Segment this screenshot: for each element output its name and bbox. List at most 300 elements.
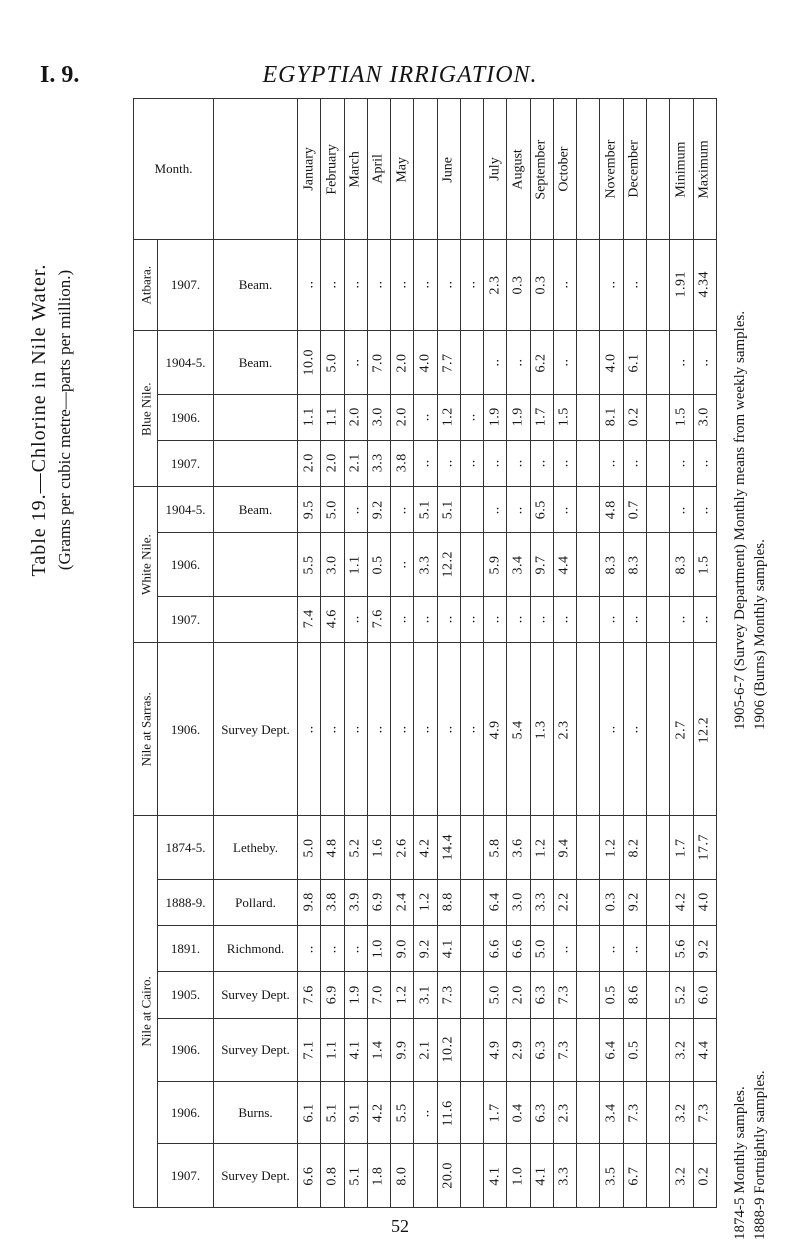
data-column-row — [134, 972, 717, 1018]
value-cell: 0.4 — [507, 1082, 530, 1144]
year-header: 1874-5. — [158, 816, 214, 880]
value-cell: 5.8 — [484, 816, 507, 880]
value-cell: 4.1 — [484, 1144, 507, 1208]
value-cell: 9.4 — [553, 816, 576, 880]
value-cell — [577, 1144, 600, 1208]
value-cell — [414, 1144, 437, 1208]
value-cell: 3.3 — [553, 1144, 576, 1208]
value-cell — [460, 972, 483, 1018]
value-cell — [647, 1018, 670, 1082]
value-cell: 7.7 — [437, 331, 460, 395]
value-cell: 3.3 — [530, 879, 553, 925]
value-cell: 3.0 — [693, 394, 716, 440]
year-header: 1907. — [158, 440, 214, 486]
value-cell: 2.0 — [391, 331, 414, 395]
value-cell: .. — [460, 596, 483, 642]
value-cell: .. — [321, 926, 344, 972]
data-column-row — [134, 1144, 717, 1208]
value-cell: 1.91 — [670, 239, 693, 331]
value-cell: 1.2 — [414, 879, 437, 925]
value-cell: 2.1 — [414, 1018, 437, 1082]
value-cell: .. — [623, 440, 646, 486]
value-cell: 6.9 — [367, 879, 390, 925]
value-cell: 3.5 — [600, 1144, 623, 1208]
running-title: EGYPTIAN IRRIGATION. — [262, 62, 538, 88]
value-cell: .. — [391, 596, 414, 642]
source-header: Beam. — [214, 487, 298, 533]
value-cell: 6.2 — [530, 331, 553, 395]
value-cell: 8.3 — [670, 533, 693, 597]
value-cell — [577, 1018, 600, 1082]
value-cell: 1.9 — [507, 394, 530, 440]
value-cell — [460, 879, 483, 925]
year-header: 1891. — [158, 926, 214, 972]
value-cell: 5.0 — [530, 926, 553, 972]
value-cell: 1.2 — [391, 972, 414, 1018]
table-body — [134, 99, 717, 1208]
value-cell: .. — [437, 440, 460, 486]
value-cell — [647, 643, 670, 816]
value-cell — [460, 926, 483, 972]
value-cell: 12.2 — [693, 643, 716, 816]
footnote-line: 1874-5 Monthly samples. — [732, 1086, 748, 1240]
value-cell: 8.8 — [437, 879, 460, 925]
value-cell: 2.0 — [391, 394, 414, 440]
value-cell: 2.9 — [507, 1018, 530, 1082]
year-header: 1906. — [158, 394, 214, 440]
source-header: Letheby. — [214, 816, 298, 880]
value-cell: 9.7 — [530, 533, 553, 597]
value-cell: 0.3 — [507, 239, 530, 331]
value-cell: 9.2 — [623, 879, 646, 925]
year-header: 1888-9. — [158, 879, 214, 925]
value-cell: 4.0 — [414, 331, 437, 395]
source-header — [214, 440, 298, 486]
value-cell: 0.5 — [367, 533, 390, 597]
value-cell: 8.3 — [623, 533, 646, 597]
value-cell — [577, 879, 600, 925]
value-cell: 0.8 — [321, 1144, 344, 1208]
value-cell: 1.3 — [530, 643, 553, 816]
group-header: Nile at Sarras. — [134, 643, 158, 816]
value-cell: 0.3 — [600, 879, 623, 925]
value-cell: 4.34 — [693, 239, 716, 331]
value-cell: 7.6 — [298, 972, 321, 1018]
value-cell: .. — [507, 440, 530, 486]
value-cell: .. — [623, 643, 646, 816]
value-cell: .. — [553, 239, 576, 331]
value-cell: .. — [693, 487, 716, 533]
data-column-row — [134, 643, 717, 816]
value-cell: 4.1 — [437, 926, 460, 972]
value-cell: 2.4 — [391, 879, 414, 925]
value-cell: 3.0 — [507, 879, 530, 925]
value-cell: 7.0 — [367, 331, 390, 395]
month-cell: Minimum — [670, 99, 693, 240]
value-cell: 3.1 — [414, 972, 437, 1018]
value-cell: .. — [530, 596, 553, 642]
group-header: White Nile. — [134, 487, 158, 643]
value-cell: 2.7 — [670, 643, 693, 816]
value-cell: .. — [507, 596, 530, 642]
value-cell: 6.7 — [623, 1144, 646, 1208]
value-cell — [460, 1144, 483, 1208]
data-column-row — [134, 331, 717, 395]
value-cell: 7.3 — [553, 972, 576, 1018]
chlorine-table — [133, 98, 717, 1208]
value-cell: .. — [693, 596, 716, 642]
value-cell: 3.8 — [391, 440, 414, 486]
month-cell — [577, 99, 600, 240]
value-cell: .. — [553, 596, 576, 642]
value-cell: 6.3 — [530, 1018, 553, 1082]
value-cell: 10.2 — [437, 1018, 460, 1082]
month-cell — [647, 99, 670, 240]
value-cell: 0.5 — [600, 972, 623, 1018]
value-cell: 0.7 — [623, 487, 646, 533]
month-cell: June — [437, 99, 460, 240]
value-cell: 5.5 — [391, 1082, 414, 1144]
value-cell: 3.2 — [670, 1082, 693, 1144]
group-header: Nile at Cairo. — [134, 816, 158, 1208]
value-cell: 4.2 — [367, 1082, 390, 1144]
value-cell: .. — [414, 394, 437, 440]
data-column-row — [134, 926, 717, 972]
value-cell: 0.2 — [623, 394, 646, 440]
value-cell: .. — [484, 331, 507, 395]
value-cell: 6.6 — [507, 926, 530, 972]
value-cell: 1.9 — [344, 972, 367, 1018]
value-cell: 3.0 — [367, 394, 390, 440]
value-cell: 4.8 — [321, 816, 344, 880]
value-cell: 3.8 — [321, 879, 344, 925]
value-cell: .. — [600, 643, 623, 816]
value-cell — [460, 487, 483, 533]
year-header: 1906. — [158, 533, 214, 597]
value-cell: .. — [670, 596, 693, 642]
value-cell: 2.1 — [344, 440, 367, 486]
value-cell: 0.5 — [623, 1018, 646, 1082]
table-container — [133, 98, 717, 1208]
value-cell: 2.6 — [391, 816, 414, 880]
month-cell: October — [553, 99, 576, 240]
value-cell: 17.7 — [693, 816, 716, 880]
source-header: Beam. — [214, 239, 298, 331]
value-cell: 6.1 — [298, 1082, 321, 1144]
value-cell: 6.6 — [484, 926, 507, 972]
source-header: Pollard. — [214, 879, 298, 925]
year-header: 1904-5. — [158, 331, 214, 395]
value-cell — [577, 643, 600, 816]
value-cell: 5.1 — [414, 487, 437, 533]
table-title — [28, 80, 118, 760]
value-cell: 6.3 — [530, 972, 553, 1018]
value-cell: .. — [693, 440, 716, 486]
value-cell: .. — [484, 596, 507, 642]
value-cell: .. — [344, 596, 367, 642]
value-cell: .. — [298, 643, 321, 816]
value-cell: 1.7 — [670, 816, 693, 880]
value-cell: 0.2 — [693, 1144, 716, 1208]
value-cell: 4.6 — [321, 596, 344, 642]
value-cell: .. — [344, 643, 367, 816]
value-cell — [460, 816, 483, 880]
year-header: 1906. — [158, 1018, 214, 1082]
value-cell: .. — [553, 926, 576, 972]
value-cell: .. — [530, 440, 553, 486]
value-cell: 1.0 — [507, 1144, 530, 1208]
data-column-row — [134, 596, 717, 642]
source-header — [214, 394, 298, 440]
year-header: 1906. — [158, 1082, 214, 1144]
value-cell — [577, 239, 600, 331]
value-cell: .. — [437, 596, 460, 642]
value-cell: .. — [600, 440, 623, 486]
value-cell: 7.3 — [693, 1082, 716, 1144]
value-cell: 6.1 — [623, 331, 646, 395]
value-cell: .. — [484, 487, 507, 533]
value-cell: 7.4 — [298, 596, 321, 642]
value-cell: 9.0 — [391, 926, 414, 972]
value-cell: .. — [507, 331, 530, 395]
value-cell: 2.0 — [321, 440, 344, 486]
value-cell: 6.6 — [298, 1144, 321, 1208]
month-cell: January — [298, 99, 321, 240]
value-cell: 8.3 — [600, 533, 623, 597]
value-cell: .. — [460, 643, 483, 816]
value-cell: 3.6 — [507, 816, 530, 880]
month-cell — [460, 99, 483, 240]
value-cell — [577, 331, 600, 395]
value-cell: 4.1 — [530, 1144, 553, 1208]
value-cell: 7.3 — [437, 972, 460, 1018]
value-cell — [577, 1082, 600, 1144]
year-header: 1907. — [158, 1144, 214, 1208]
value-cell: .. — [460, 440, 483, 486]
value-cell: .. — [484, 440, 507, 486]
value-cell: 3.9 — [344, 879, 367, 925]
value-cell: 9.5 — [298, 487, 321, 533]
year-header: 1906. — [158, 643, 214, 816]
value-cell — [460, 331, 483, 395]
value-cell — [647, 394, 670, 440]
value-cell: .. — [693, 331, 716, 395]
value-cell: 4.4 — [693, 1018, 716, 1082]
value-cell: 2.3 — [484, 239, 507, 331]
value-cell: .. — [344, 926, 367, 972]
value-cell: .. — [623, 926, 646, 972]
value-cell — [647, 331, 670, 395]
value-cell: 1.5 — [693, 533, 716, 597]
value-cell: .. — [344, 239, 367, 331]
value-cell: .. — [623, 239, 646, 331]
source-header — [214, 596, 298, 642]
month-cell: March — [344, 99, 367, 240]
value-cell: 5.5 — [298, 533, 321, 597]
month-header-row — [134, 99, 717, 240]
value-cell — [647, 533, 670, 597]
data-column-row — [134, 487, 717, 533]
value-cell: 1.1 — [298, 394, 321, 440]
value-cell: 2.3 — [553, 643, 576, 816]
footnote-line: 1906 (Burns) Monthly samples. — [752, 539, 768, 730]
value-cell — [647, 879, 670, 925]
value-cell: 1.9 — [484, 394, 507, 440]
value-cell: .. — [298, 926, 321, 972]
data-column-row — [134, 1082, 717, 1144]
value-cell: .. — [367, 643, 390, 816]
value-cell: 9.2 — [414, 926, 437, 972]
value-cell: 3.0 — [321, 533, 344, 597]
rotated-table — [133, 98, 717, 1208]
data-column-row — [134, 533, 717, 597]
value-cell: 5.0 — [298, 816, 321, 880]
month-label-header: Month. — [134, 99, 214, 240]
value-cell: 4.4 — [553, 533, 576, 597]
value-cell: .. — [414, 239, 437, 331]
value-cell: .. — [460, 394, 483, 440]
value-cell — [577, 487, 600, 533]
value-cell: .. — [414, 1082, 437, 1144]
year-header: 1907. — [158, 239, 214, 331]
value-cell: 10.0 — [298, 331, 321, 395]
footnote-line: 1905-6-7 (Survey Department) Monthly means from weekly samples. — [732, 310, 748, 730]
source-header — [214, 533, 298, 597]
data-column-row — [134, 394, 717, 440]
value-cell: 5.1 — [437, 487, 460, 533]
value-cell: 3.3 — [414, 533, 437, 597]
value-cell: 5.1 — [344, 1144, 367, 1208]
value-cell: 1.7 — [484, 1082, 507, 1144]
value-cell: 5.0 — [321, 331, 344, 395]
value-cell: 3.2 — [670, 1018, 693, 1082]
footnote-left — [730, 1070, 770, 1240]
value-cell — [577, 816, 600, 880]
value-cell: .. — [344, 331, 367, 395]
value-cell: 5.2 — [344, 816, 367, 880]
value-cell: 0.3 — [530, 239, 553, 331]
value-cell: 1.4 — [367, 1018, 390, 1082]
data-column-row — [134, 1018, 717, 1082]
source-header: Beam. — [214, 331, 298, 395]
value-cell: .. — [670, 331, 693, 395]
value-cell — [647, 239, 670, 331]
value-cell: 5.0 — [484, 972, 507, 1018]
value-cell: 5.9 — [484, 533, 507, 597]
month-cell: May — [391, 99, 414, 240]
value-cell: 3.4 — [507, 533, 530, 597]
value-cell: 1.6 — [367, 816, 390, 880]
value-cell: .. — [553, 440, 576, 486]
value-cell: .. — [367, 239, 390, 331]
value-cell: 8.0 — [391, 1144, 414, 1208]
value-cell — [647, 972, 670, 1018]
value-cell: 3.2 — [670, 1144, 693, 1208]
value-cell: .. — [391, 239, 414, 331]
value-cell: 6.5 — [530, 487, 553, 533]
value-cell — [577, 394, 600, 440]
value-cell — [647, 816, 670, 880]
value-cell: 3.4 — [600, 1082, 623, 1144]
value-cell: .. — [600, 596, 623, 642]
value-cell: 6.0 — [693, 972, 716, 1018]
source-header: Richmond. — [214, 926, 298, 972]
value-cell: 9.8 — [298, 879, 321, 925]
data-column-row — [134, 879, 717, 925]
value-cell — [647, 487, 670, 533]
value-cell: 2.2 — [553, 879, 576, 925]
month-cell: August — [507, 99, 530, 240]
value-cell: 1.2 — [437, 394, 460, 440]
data-column-row — [134, 816, 717, 880]
value-cell: .. — [298, 239, 321, 331]
value-cell — [460, 533, 483, 597]
value-cell: 6.3 — [530, 1082, 553, 1144]
value-cell — [647, 440, 670, 486]
value-cell — [647, 1144, 670, 1208]
value-cell: 5.0 — [321, 487, 344, 533]
table-title-line2: (Grams per cubic metre—parts per million.) — [55, 269, 74, 571]
value-cell: 4.9 — [484, 1018, 507, 1082]
value-cell: .. — [321, 239, 344, 331]
value-cell: 5.1 — [321, 1082, 344, 1144]
page-number: 52 — [391, 1216, 409, 1236]
value-cell: .. — [344, 487, 367, 533]
value-cell: .. — [553, 331, 576, 395]
month-cell: December — [623, 99, 646, 240]
table-title-line1: Table 19.—Chlorine in Nile Water. — [28, 263, 50, 577]
month-cell: July — [484, 99, 507, 240]
source-header: Survey Dept. — [214, 1018, 298, 1082]
value-cell: .. — [321, 643, 344, 816]
value-cell: 5.6 — [670, 926, 693, 972]
blank-header — [214, 99, 298, 240]
value-cell: 4.1 — [344, 1018, 367, 1082]
value-cell: 8.1 — [600, 394, 623, 440]
value-cell: .. — [414, 596, 437, 642]
value-cell: 2.3 — [553, 1082, 576, 1144]
value-cell: 2.0 — [507, 972, 530, 1018]
value-cell: .. — [414, 643, 437, 816]
value-cell: .. — [507, 487, 530, 533]
value-cell — [647, 596, 670, 642]
value-cell: 6.9 — [321, 972, 344, 1018]
value-cell: 7.6 — [367, 596, 390, 642]
value-cell: .. — [623, 596, 646, 642]
value-cell — [577, 533, 600, 597]
value-cell: 7.0 — [367, 972, 390, 1018]
value-cell: .. — [391, 533, 414, 597]
value-cell: 9.2 — [693, 926, 716, 972]
value-cell: 1.2 — [600, 816, 623, 880]
value-cell: 6.4 — [484, 879, 507, 925]
value-cell: .. — [437, 239, 460, 331]
value-cell: .. — [670, 440, 693, 486]
year-header: 1904-5. — [158, 487, 214, 533]
value-cell: 7.1 — [298, 1018, 321, 1082]
value-cell: 5.4 — [507, 643, 530, 816]
data-column-row — [134, 440, 717, 486]
value-cell: 9.9 — [391, 1018, 414, 1082]
value-cell: 8.2 — [623, 816, 646, 880]
value-cell: .. — [437, 643, 460, 816]
value-cell: 1.0 — [367, 926, 390, 972]
month-cell — [414, 99, 437, 240]
value-cell: .. — [670, 487, 693, 533]
value-cell: .. — [391, 643, 414, 816]
value-cell: 4.2 — [670, 879, 693, 925]
value-cell: 7.3 — [623, 1082, 646, 1144]
